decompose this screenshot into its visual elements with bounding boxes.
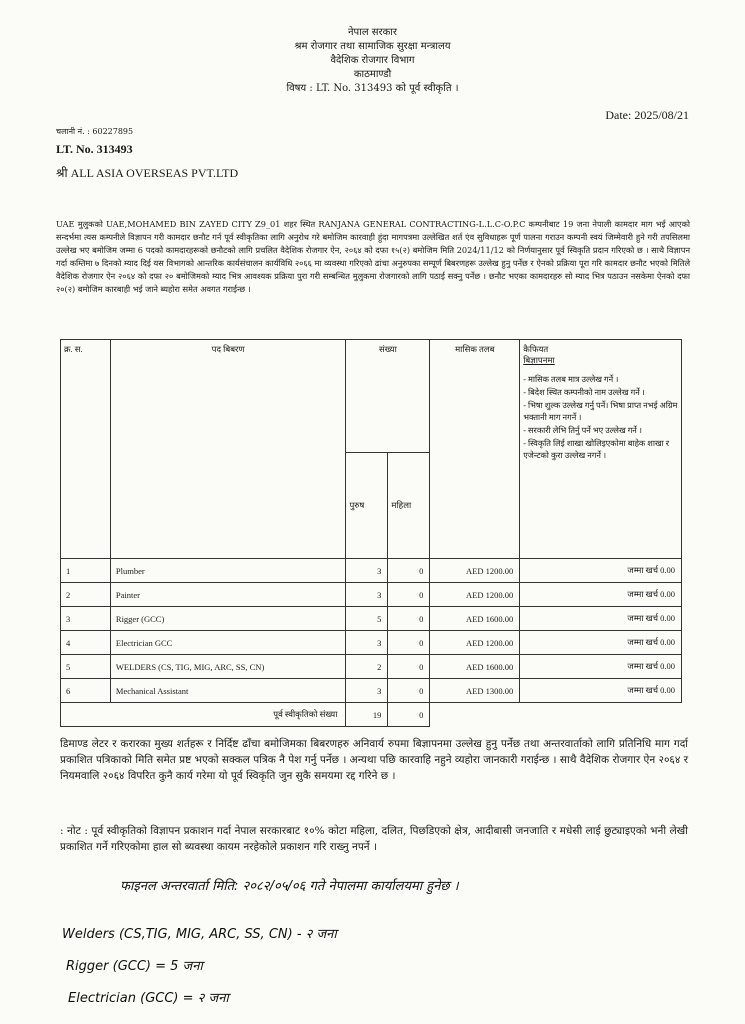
- col-header-sn: क्र. स.: [61, 340, 111, 559]
- handwritten-interview-note: फाइनल अन्तरवार्ता मिति: २०८२/०५/०६ गते नेपालमा कार्यालयमा हुनेछ ।: [120, 879, 459, 894]
- cell-expense: जम्मा खर्च 0.00: [520, 607, 682, 631]
- col-header-remarks: [520, 340, 682, 559]
- table-row: [61, 679, 682, 703]
- cell-female: 0: [388, 607, 430, 631]
- cell-male: 3: [346, 631, 388, 655]
- cell-salary: AED 1600.00: [430, 655, 520, 679]
- remark-note: - मासिक तलब मात्र उल्लेख गर्ने ।: [523, 375, 619, 384]
- total-male: 19: [346, 703, 388, 727]
- note-paragraph: : नोट : पूर्व स्वीकृतिको विज्ञापन प्रकाशन गर्दा नेपाल सरकारबाट १०% कोटा महिला, दलित, पिछडिएको क्षेत्र, आदीबासी जनजाति र मधेसी लाई छुट्याइएको भनी लेखी प्रकाशित गर्ने गरिएकोमा हाल सो ब्यवस्था कायम नरहेकोले प्रकाशन गरि राख्नु नपर्ने ।: [60, 825, 688, 853]
- cell-salary: AED 1600.00: [430, 607, 520, 631]
- cell-salary: AED 1200.00: [430, 631, 520, 655]
- cell-sn: 4: [61, 631, 111, 655]
- cell-female: 0: [388, 559, 430, 583]
- table-row: [61, 655, 682, 679]
- cell-male: 3: [346, 559, 388, 583]
- header-government: नेपाल सरकार: [348, 27, 397, 38]
- cell-description: Rigger (GCC): [110, 607, 346, 631]
- col-header-description: पद बिबरण: [110, 340, 346, 559]
- handwritten-rigger-note: Rigger (GCC) = 5 जना: [66, 959, 203, 974]
- table-row: [61, 583, 682, 607]
- cell-description: Mechanical Assistant: [110, 679, 346, 703]
- cell-description: Electrician GCC: [110, 631, 346, 655]
- cell-description: Painter: [110, 583, 346, 607]
- cell-sn: 3: [61, 607, 111, 631]
- approval-table: [60, 339, 682, 727]
- cell-sn: 2: [61, 583, 111, 607]
- body-paragraph: UAE मुलुकको UAE,MOHAMED BIN ZAYED CITY Z9_01 शहर स्थित RANJANA GENERAL CONTRACTING-L.L.C-O.P.C कम्पनीबाट 19 जना नेपाली कामदार माग भई आएको सन्दर्भमा त्यस कम्पनीले विज्ञापन गरी कामदार छनौट गर्न पूर्व स्वीकृतिका लागि अनुरोध गरे बमोजिम कारवाही हुंदा मागपत्रमा उल्लेखित शर्त एंव सुविधाहरू पूर्ण पालना गराउन कम्पनी स्वयं जिम्मेवारी हुने गरी तपसिलमा उल्लेख भए बमोजिम जम्मा 6 पदको कामदारहरूको छनौटको लागि प्रचलित वैदेशिक रोजगार ऐन, २०६४ को दफा १५(२) बमोजिम मिति 2024/11/12 को निर्णयानुसार पूर्व स्विकृति प्रदान गरिएको छ । साथै विज्ञापन गर्दा कम्तिमा ७ दिनको म्याद दिई यस विभागको आन्तरिक कार्यसंचालन कार्यविधि २०६६ मा व्यवस्था गरिएको ढांचा अनुरुपका सम्पूर्ण बिबरणहरू उल्लेख हुनु पर्नेछ र ऐनको प्रक्रिया पूरा गरि कामदार छनौट भएको मितिले वैदेशिक रोजगार ऐन २०६४ को दफा २० बमोजिमको म्याद भित्र आवश्यक प्रक्रिया पुरा गरी सम्बन्धित मुलुकमा रोजगारको लागि पठाई सक्नु पर्नेछ । छनौट भएका कामदारहरु सो म्याद भित्र पठाउन नसकेमा ऐनको दफा २०(२) बमोजिम कारबाही भई जाने ब्यहोरा समेत अवगत गराईन्छ ।: [56, 219, 690, 294]
- cell-female: 0: [388, 631, 430, 655]
- cell-female: 0: [388, 583, 430, 607]
- header-subject: विषय : LT. No. 313493 को पूर्व स्वीकृति ।: [286, 83, 459, 94]
- cell-male: 5: [346, 607, 388, 631]
- handwritten-electrician-note: Electrician (GCC) = २ जना: [68, 991, 229, 1006]
- cell-expense: जम्मा खर्च 0.00: [520, 631, 682, 655]
- remarks-title: कैफियत: [523, 344, 549, 354]
- table-row: [61, 607, 682, 631]
- remark-note: - स्विकृति लिई शाखा खोलिइएकोमा बाहेक शाखा र एजेन्टको कुरा उल्लेख नगर्ने ।: [523, 439, 670, 460]
- recipient: श्री ALL ASIA OVERSEAS PVT.LTD: [56, 166, 239, 180]
- dispatch-number: चलानी नं. : 60227895: [56, 127, 134, 136]
- remark-note: - सरकारी लेभि तिर्नु पर्ने भए उल्लेख गर्ने ।: [523, 426, 643, 435]
- cell-male: 3: [346, 583, 388, 607]
- cell-expense: जम्मा खर्च 0.00: [520, 655, 682, 679]
- cell-sn: 6: [61, 679, 111, 703]
- cell-male: 3: [346, 679, 388, 703]
- cell-salary: AED 1300.00: [430, 679, 520, 703]
- cell-sn: 5: [61, 655, 111, 679]
- cell-description: Plumber: [110, 559, 346, 583]
- remarks-subtitle: बिज्ञापनमा: [523, 355, 555, 365]
- table-total-row: [61, 703, 682, 727]
- table-row: [61, 631, 682, 655]
- cell-female: 0: [388, 655, 430, 679]
- empty-cell: [430, 703, 520, 727]
- remark-note: - भिषा शुल्क उल्लेख गर्नु पर्ने। भिषा प्राप्त नभई अग्रिम भक्तानी माग नगर्ने ।: [523, 401, 678, 422]
- cell-expense: जम्मा खर्च 0.00: [520, 679, 682, 703]
- table-row: [61, 559, 682, 583]
- empty-cell: [520, 703, 682, 727]
- col-header-count: संख्या: [346, 340, 430, 453]
- lt-number: LT. No. 313493: [56, 142, 133, 156]
- header-department: वैदेशिक रोजगार विभाग: [330, 55, 415, 66]
- col-header-salary: मासिक तलब: [430, 340, 520, 559]
- conditions-paragraph: डिमाण्ड लेटर र करारका मुख्य शर्तहरू र निर्दिष्ट ढाँचा बमोजिमका बिबरणहरु अनिवार्य रुपमा बिज्ञापनमा उल्लेख हुनु पर्नेछ तथा अन्तरवार्ताको लागि प्रतिनिधि माग गर्दा प्रकाशित पत्रिकाको मिति समेत प्रष्ट भएको सक्कल पत्रिक नै पेश गर्नु पर्नेछ । अन्यथा पछि कारवाहि नहुने व्यहोरा जानकारी गराईन्छ । साथै वैदेशिक रोजगार ऐन २०६४ र नियमवालि २०६४ विपरित कुनै कार्य गरेमा यो पूर्व स्विकृति जुन सुकै समयमा रद्द गरिने छ ।: [60, 738, 688, 782]
- cell-male: 2: [346, 655, 388, 679]
- col-header-male: पुरुष: [346, 453, 388, 559]
- remarks-notes: [523, 374, 678, 462]
- header-ministry: श्रम रोजगार तथा सामाजिक सुरक्षा मन्त्रालय: [294, 41, 451, 52]
- col-header-female: महिला: [388, 453, 430, 559]
- cell-salary: AED 1200.00: [430, 559, 520, 583]
- cell-expense: जम्मा खर्च 0.00: [520, 583, 682, 607]
- handwritten-welders-note: Welders (CS,TIG, MIG, ARC, SS, CN) - २ जना: [62, 927, 337, 942]
- total-female: 0: [388, 703, 430, 727]
- total-label: पूर्व स्वीकृतिको संख्या: [61, 703, 346, 727]
- remark-note: - बिदेश स्थित कम्पनीको नाम उल्लेख गर्ने ।: [523, 388, 645, 397]
- letter-date: Date: 2025/08/21: [605, 108, 689, 122]
- header-city: काठमाण्डौ: [353, 69, 392, 80]
- cell-expense: जम्मा खर्च 0.00: [520, 559, 682, 583]
- cell-female: 0: [388, 679, 430, 703]
- cell-sn: 1: [61, 559, 111, 583]
- cell-description: WELDERS (CS, TIG, MIG, ARC, SS, CN): [110, 655, 346, 679]
- cell-salary: AED 1200.00: [430, 583, 520, 607]
